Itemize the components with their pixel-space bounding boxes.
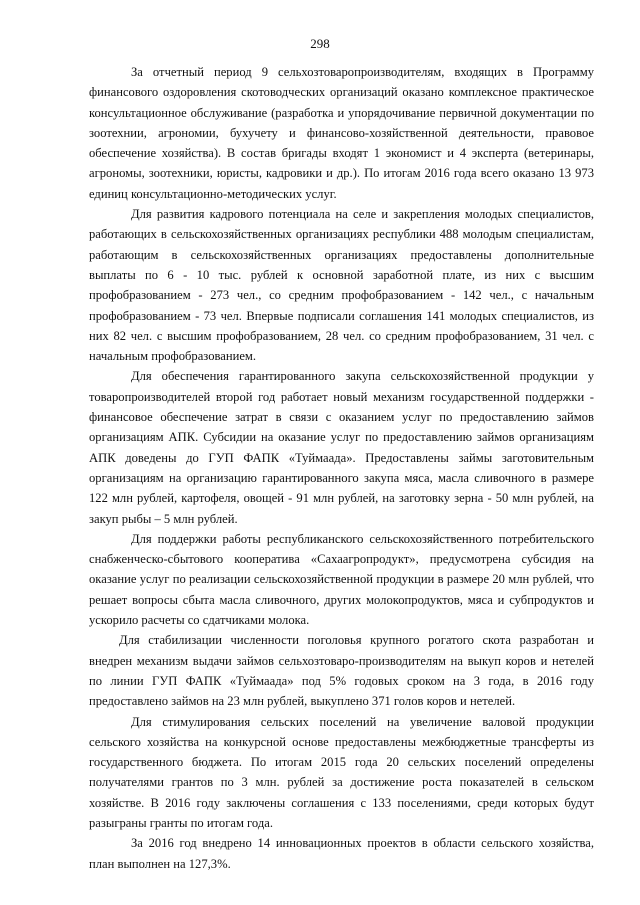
paragraph-rural-grants: Для стимулирования сельских поселений на увеличение валовой продукции сельского хозяйства на конкурсной основе предоставлены межбюджетные трансферты из государственного бюджета. По итогам 2015 года 20 сельских поселений определены получателями грантов по 3 млн. рублей за достижение роста показателей в сельском хозяйстве. В 2016 году заключены соглашения с 133 поселениями, среди которых будут разыграны гранты по итогам года. [89, 714, 594, 830]
paragraph-cooperative-support: Для поддержки работы республиканского сельскохозяйственного потребительского снабженческо-сбытового кооператива «Сахаагропродукт», предусмотрена субсидия на оказание услуг по реализации сельскохозяйственной продукции в размере 20 млн рублей, что решает вопросы сбыта масла сливочного, других молокопродуктов, мяса и субпродуктов и ускорило расчеты со сдатчиками молока. [89, 531, 594, 628]
paragraph-innovation-projects: За 2016 год внедрено 14 инновационных проектов в области сельского хозяйства, план выполнен на 127,3%. [89, 836, 594, 871]
page-number: 298 [310, 36, 330, 51]
document-body [89, 62, 594, 874]
paragraph-young-specialists: Для развития кадрового потенциала на селе и закрепления молодых специалистов, работающих в сельскохозяйственных организациях республики 488 молодым специалистам, работающим в сельскохозяйственных организациях предоставлены дополнительные выплаты по 6 - 10 тыс. рублей к основной заработной плате, из них с высшим профобразованием - 273 чел., со средним профобразованием - 142 чел., с начальным профобразованием - 73 чел. Впервые подписали соглашения 141 молодых специалистов, из них 82 чел. с высшим профобразованием, 28 чел. со средним профобразованием, 31 чел. с начальным профобразованием. [89, 207, 594, 364]
paragraph-cattle-loans: Для стабилизации численности поголовья крупного рогатого скота разработан и внедрен механизм выдачи займов сельхозтоваро-производителям на выкуп коров и нетелей по линии ГУП ФАПК «Туймаада» под 5% годовых сроком на 3 года, в 2016 году предоставлено займов на 23 млн рублей, выкуплено 371 голов коров и нетелей. [89, 633, 594, 709]
paragraph-guaranteed-procurement: Для обеспечения гарантированного закупа сельскохозяйственной продукции у товаропроизводителей второй год работает новый механизм государственной поддержки - финансовое обеспечение затрат в связи с оказанием услуг по предоставлению займов организациям АПК. Субсидии на оказание услуг по предоставлению займов организациям АПК доведены до ГУП ФАПК «Туймаада». Предоставлены займы заготовительным организациям на организацию гарантированного закупа мяса, масла сливочного в размере 122 млн рублей, картофеля, овощей - 91 млн рублей, на заготовку зерна - 50 млн рублей, на закуп рыбы – 5 млн рублей. [89, 369, 594, 526]
paragraph-consulting-services: За отчетный период 9 сельхозтоваропроизводителям, входящих в Программу финансового оздоровления скотоводческих организаций оказано комплексное практическое консультационное обслуживание (разработка и упорядочивание первичной документации по зоотехнии, агрономии, бухучету и финансово-хозяйственной деятельности, правовое обеспечение хозяйства). В состав бригады входят 1 экономист и 4 эксперта (ветеринары, агрономы, зоотехники, юристы, кадровики и др.). По итогам 2016 года всего оказано 13 973 единиц консультационно-методических услуг. [89, 65, 594, 201]
